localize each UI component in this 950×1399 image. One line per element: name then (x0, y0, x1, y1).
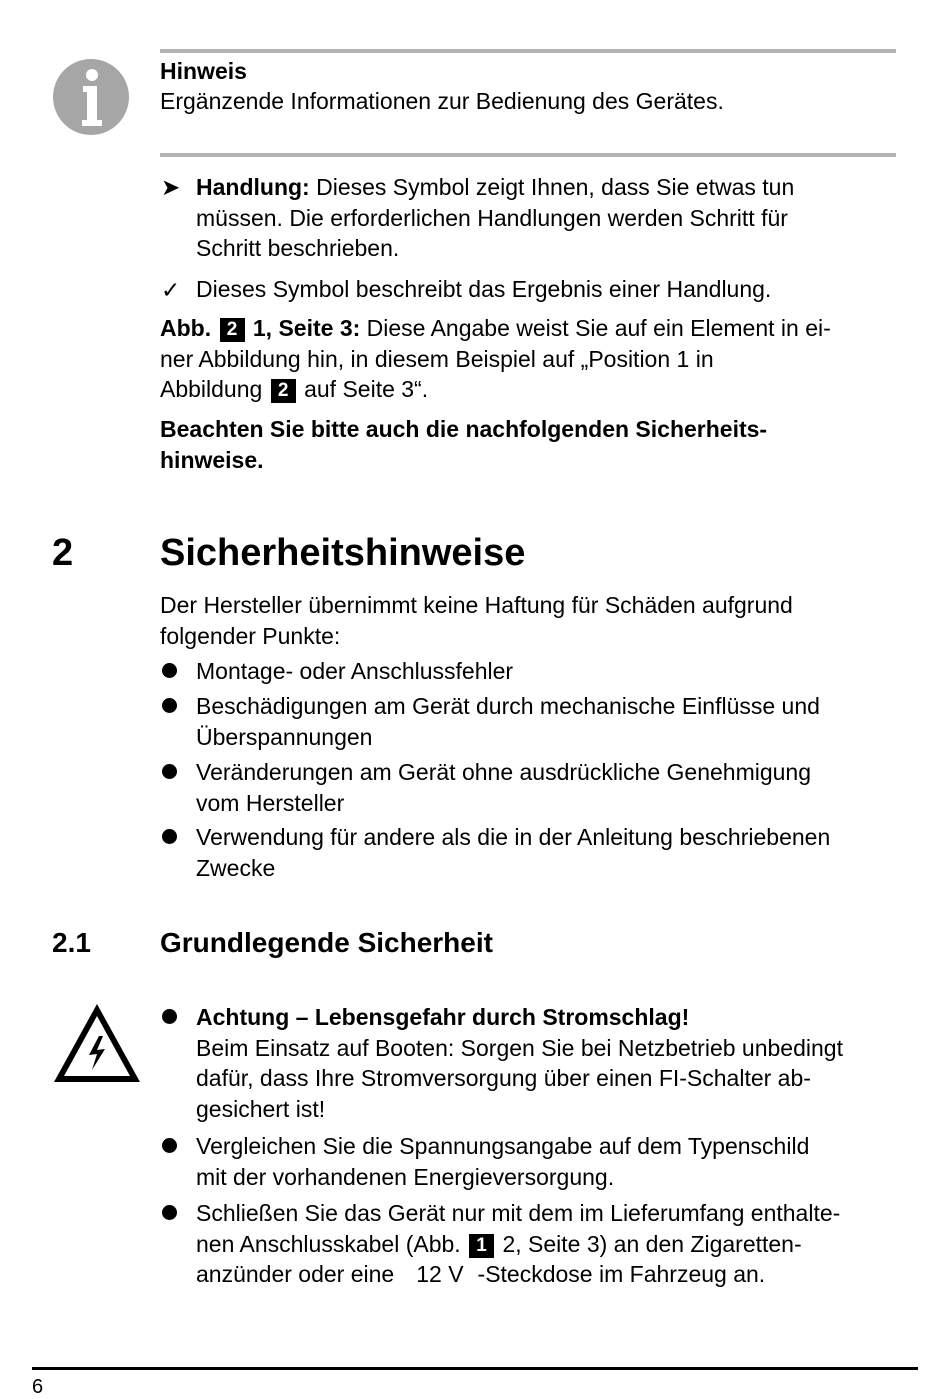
list-item-line: Verwendung für andere als die in der Anleitung beschriebenen (196, 824, 831, 850)
action-text-2: müssen. Die erforderlichen Handlungen werden Schritt für (196, 204, 788, 231)
bullet-icon (162, 663, 177, 678)
fig-position-label: 1, Seite 3: (252, 315, 361, 341)
warning-line: Beim Einsatz auf Booten: Sorgen Sie bei Netzbetrieb unbedingt (196, 1034, 843, 1061)
observe-line-2: hinweise. (160, 446, 264, 473)
note-bottom-rule (160, 153, 896, 157)
action-paragraph (196, 172, 896, 264)
list-item-line: Montage- oder Anschlussfehler (196, 658, 514, 684)
section-2-1-number: 2.1 (52, 927, 91, 958)
bullet-icon (162, 1138, 177, 1153)
fig-line1-rest: Diese Angabe weist Sie auf ein Element in ei- (360, 315, 831, 341)
action-label: Handlung: (196, 174, 310, 200)
warning-line: gesichert ist! (196, 1095, 326, 1122)
page-number: 6 (32, 1376, 44, 1398)
electric-shock-warning-icon (52, 1002, 142, 1084)
fig-line3-a: Abbildung (160, 376, 263, 402)
figure-reference-paragraph (160, 313, 896, 405)
footer-rule (32, 1367, 918, 1370)
list-item-line: Veränderungen am Gerät ohne ausdrückliche Genehmigung (196, 759, 812, 785)
section-2-1-title: Grundlegende Sicherheit (160, 927, 493, 958)
warning-line: dafür, dass Ihre Stromversorgung über einen FI-Schalter ab- (196, 1065, 811, 1091)
intro-line-1: Der Hersteller übernimmt keine Haftung für Schäden aufgrund (160, 592, 793, 618)
section-2-number: 2 (52, 532, 74, 574)
list-item-line: vom Hersteller (196, 789, 345, 816)
figure-number-badge-2: 2 (271, 379, 296, 403)
action-arrow-icon: ➤ (161, 174, 181, 200)
list-item-line: 2, Seite 3) an den Zigaretten- (496, 1230, 802, 1257)
result-text: Dieses Symbol beschreibt das Ergebnis einer Handlung. (196, 276, 772, 302)
bullet-icon (162, 829, 177, 844)
list-item-line: -Steckdose im Fahrzeug an. (477, 1261, 766, 1287)
list-item (196, 691, 896, 752)
observe-paragraph (160, 414, 896, 475)
info-icon (52, 58, 130, 136)
bullet-icon (162, 1009, 177, 1024)
action-text-1: Dieses Symbol zeigt Ihnen, dass Sie etwas tun (309, 174, 795, 200)
fig-line2: ner Abbildung hin, in diesem Beispiel auf „Position 1 in (160, 345, 714, 372)
list-item (196, 822, 896, 883)
note-text: Ergänzende Informationen zur Bedienung des Gerätes. (160, 88, 724, 114)
list-item-line: Überspannungen (196, 723, 373, 750)
list-item-line: Schließen Sie das Gerät nur mit dem im Lieferumfang enthalte- (196, 1200, 841, 1226)
list-item (196, 1131, 896, 1192)
bullet-icon (162, 1205, 177, 1220)
fig-prefix: Abb. (160, 315, 212, 341)
list-item-line: anzünder oder eine (196, 1261, 395, 1287)
list-item-line: Beschädigungen am Gerät durch mechanische Einflüsse und (196, 693, 820, 719)
observe-line-1: Beachten Sie bitte auch die nachfolgenden Sicherheits- (160, 416, 768, 442)
voltage-label: 12 V (416, 1261, 464, 1287)
section-2-title: Sicherheitshinweise (160, 532, 526, 574)
bullet-icon (162, 764, 177, 779)
list-item-line: mit der vorhandenen Energieversorgung. (196, 1163, 615, 1190)
warning-title: Achtung – Lebensgefahr durch Stromschlag! (196, 1004, 690, 1030)
list-item (196, 1198, 896, 1290)
list-item-line: Vergleichen Sie die Spannungsangabe auf dem Typenschild (196, 1133, 810, 1159)
result-check-icon: ✓ (161, 277, 181, 303)
list-item (196, 656, 896, 687)
action-text-3: Schritt beschrieben. (196, 235, 400, 261)
intro-line-2: folgender Punkte: (160, 622, 341, 649)
figure-number-badge: 2 (220, 318, 245, 342)
list-item (196, 757, 896, 818)
fig-line3-b: auf Seite 3“. (297, 376, 429, 402)
list-item-line: nen Anschlusskabel (Abb. (196, 1230, 461, 1257)
warning-item (196, 1002, 896, 1124)
bullet-icon (162, 698, 177, 713)
section-2-intro (160, 590, 896, 651)
list-item-line: Zwecke (196, 854, 276, 881)
figure-number-badge-3: 1 (469, 1234, 494, 1258)
note-title: Hinweis (160, 58, 247, 84)
note-top-rule (160, 49, 896, 53)
